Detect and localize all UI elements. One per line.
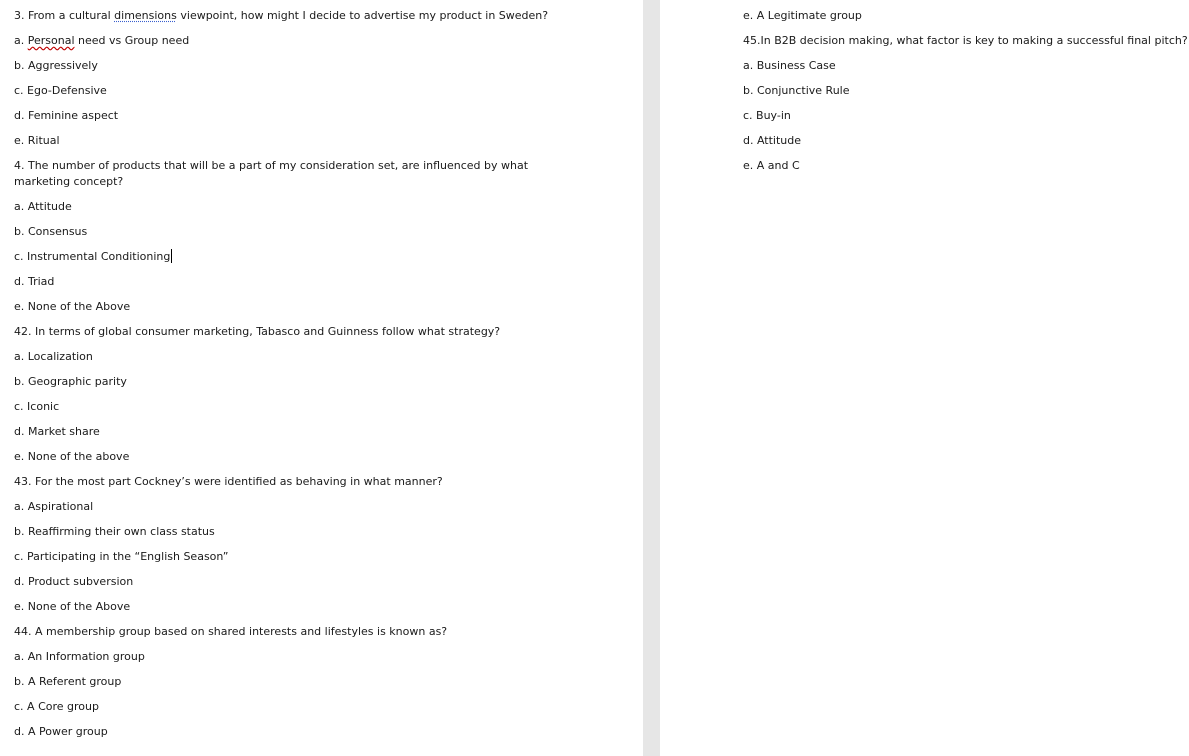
q4-option-d: d. Triad <box>14 275 55 288</box>
q44-option-a: a. An Information group <box>14 650 145 663</box>
q4-option-c-text: c. Instrumental Conditioning <box>14 250 171 263</box>
question-44: 44. A membership group based on shared interests and lifestyles is known as? <box>14 625 448 638</box>
q42-option-a: a. Localization <box>14 350 93 363</box>
question-45: 45.In B2B decision making, what factor is key to making a successful final pitch? <box>743 34 1188 47</box>
q44-option-d: d. A Power group <box>14 725 108 738</box>
q3-option-a <box>14 33 189 49</box>
q4-option-e: e. None of the Above <box>14 300 131 313</box>
q44-option-c: c. A Core group <box>14 700 99 713</box>
q3-option-e: e. Ritual <box>14 134 60 147</box>
q3-option-a-rest: need vs Group need <box>74 34 190 47</box>
question-3-text-start: 3. From a cultural <box>14 9 115 22</box>
question-3 <box>14 8 548 24</box>
q45-option-e: e. A and C <box>743 159 800 172</box>
q44-option-b: b. A Referent group <box>14 675 122 688</box>
q42-option-e: e. None of the above <box>14 450 130 463</box>
grammar-flag-word[interactable]: dimensions <box>114 9 177 22</box>
q43-option-c: c. Participating in the “English Season” <box>14 550 229 563</box>
q3-option-b: b. Aggressively <box>14 59 98 72</box>
text-cursor <box>171 249 172 263</box>
spellcheck-flag-word[interactable]: Personal <box>27 34 75 47</box>
q45-option-a: a. Business Case <box>743 59 836 72</box>
q4-option-c <box>14 249 172 265</box>
q42-option-d: d. Market share <box>14 425 100 438</box>
question-4: 4. The number of products that will be a part of my consideration set, are influenced by what marketing concept? <box>14 159 529 188</box>
question-43: 43. For the most part Cockney’s were identified as behaving in what manner? <box>14 475 443 488</box>
q4-option-b: b. Consensus <box>14 225 88 238</box>
q3-option-d: d. Feminine aspect <box>14 109 119 122</box>
q4-option-a: a. Attitude <box>14 200 72 213</box>
q45-option-d: d. Attitude <box>743 134 802 147</box>
question-42: 42. In terms of global consumer marketing, Tabasco and Guinness follow what strategy? <box>14 325 501 338</box>
q43-option-d: d. Product subversion <box>14 575 134 588</box>
q43-option-e: e. None of the Above <box>14 600 131 613</box>
question-3-text-end: viewpoint, how might I decide to advertise my product in Sweden? <box>176 9 549 22</box>
q45-option-b: b. Conjunctive Rule <box>743 84 850 97</box>
q43-option-a: a. Aspirational <box>14 500 94 513</box>
q45-option-c: c. Buy-in <box>743 109 791 122</box>
q3-option-c: c. Ego-Defensive <box>14 84 107 97</box>
q3-option-a-prefix: a. <box>14 34 28 47</box>
q44-option-e: e. A Legitimate group <box>743 9 862 22</box>
q42-option-c: c. Iconic <box>14 400 60 413</box>
q43-option-b: b. Reaffirming their own class status <box>14 525 215 538</box>
document-page-right[interactable] <box>660 0 1189 756</box>
q42-option-b: b. Geographic parity <box>14 375 127 388</box>
